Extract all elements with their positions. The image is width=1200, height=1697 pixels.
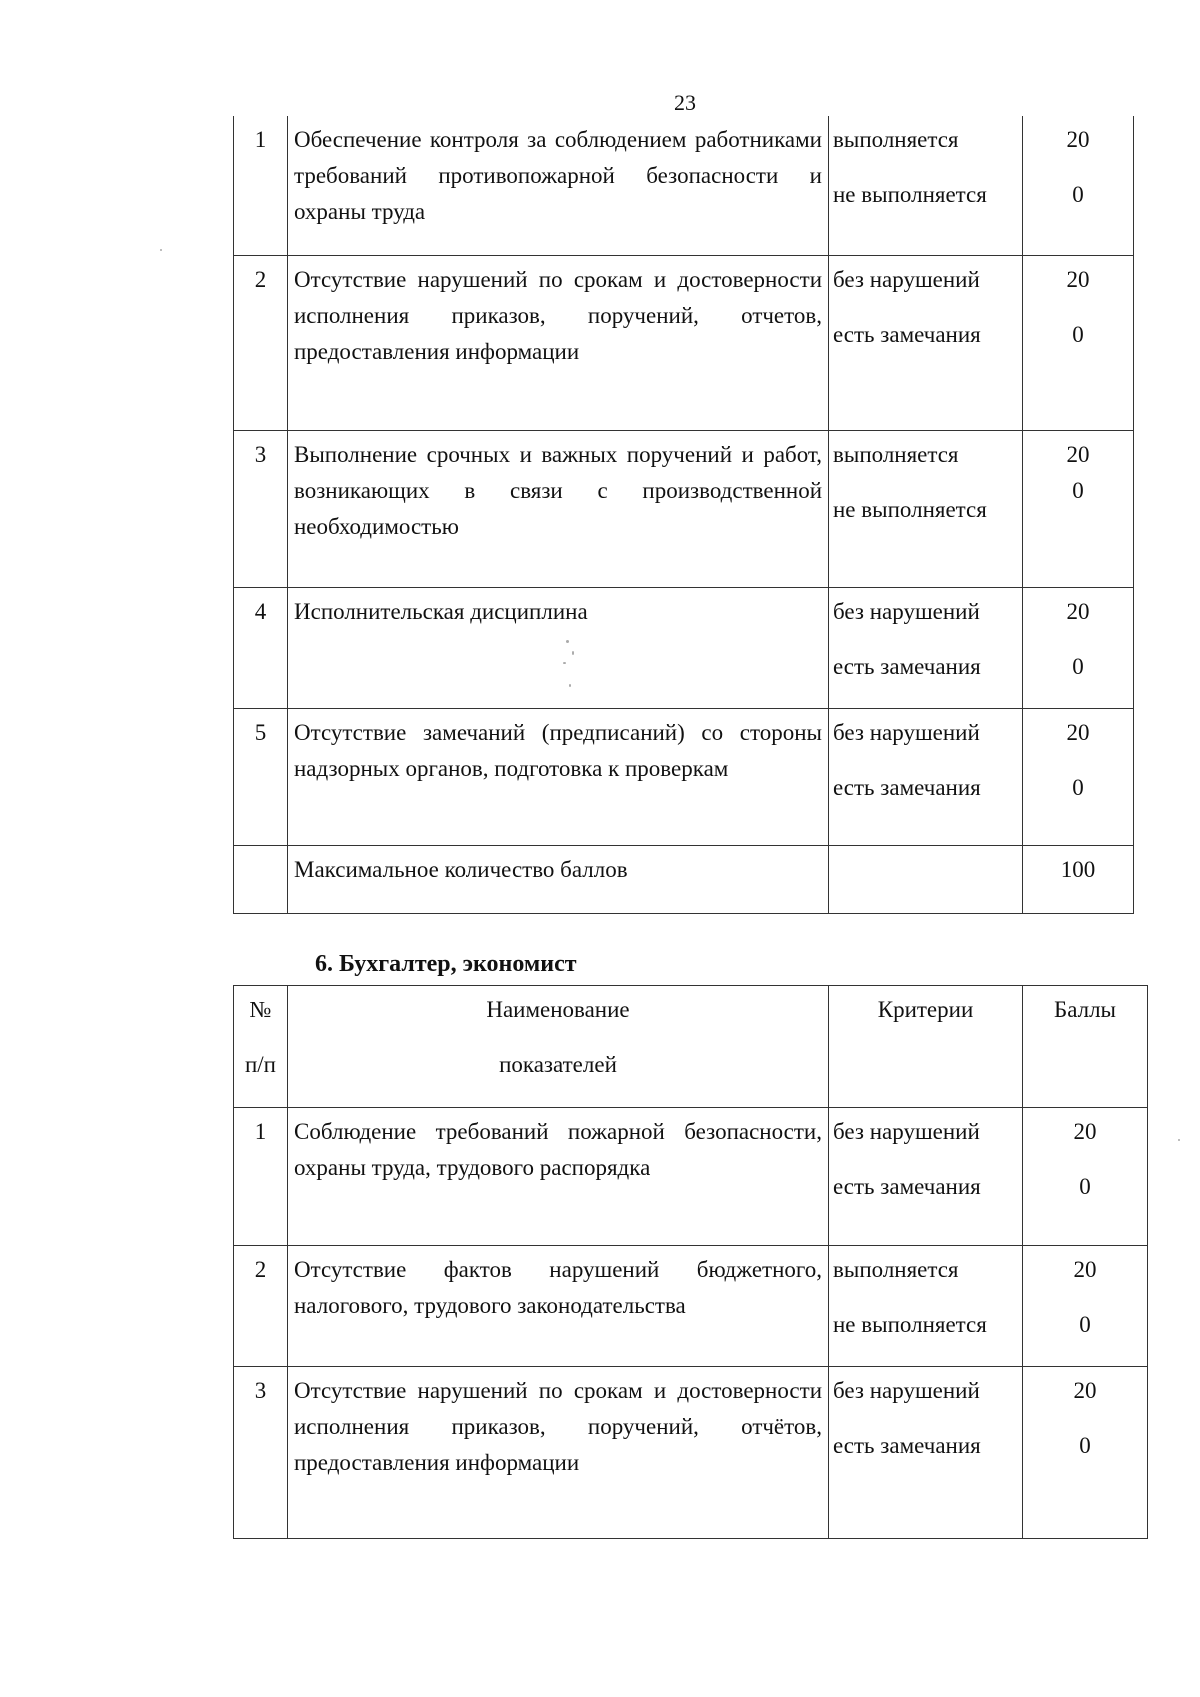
criteria-cell xyxy=(829,1367,1023,1539)
criterion: без нарушений xyxy=(833,719,980,745)
row-number: 4 xyxy=(234,587,288,708)
indicator-name: Соблюдение требований пожарной безопасности, охраны труда, трудового распорядка xyxy=(288,1108,829,1246)
criterion: выполняется xyxy=(833,1257,959,1282)
row-number: 3 xyxy=(234,430,288,587)
scan-speck xyxy=(563,662,566,664)
scan-speck xyxy=(160,249,162,251)
criteria-cell xyxy=(829,255,1023,430)
indicator-name: Исполнительская дисциплина xyxy=(288,587,829,708)
page-number: 23 xyxy=(674,90,696,115)
total-row xyxy=(234,845,1134,913)
score-cell xyxy=(1023,587,1134,708)
score-cell xyxy=(1023,1246,1148,1367)
section-title: 6. Бухгалтер, экономист xyxy=(315,951,577,977)
scan-speck xyxy=(572,651,574,655)
header-criteria: Критерии xyxy=(829,986,1023,1108)
criterion: не выполняется xyxy=(833,496,987,522)
score: 0 xyxy=(1072,182,1084,207)
score: 20 xyxy=(1066,127,1090,152)
header-name xyxy=(288,986,829,1108)
score: 0 xyxy=(1072,477,1084,503)
indicator-name: Выполнение срочных и важных поручений и работ, возникающих в связи с производственной необходимостью xyxy=(288,430,829,587)
score: 20 xyxy=(1066,598,1090,624)
criterion: есть замечания xyxy=(833,1174,981,1199)
criterion: есть замечания xyxy=(833,1433,981,1458)
table-row xyxy=(234,1246,1148,1367)
table-row xyxy=(234,255,1134,430)
indicator-name: Отсутствие нарушений по срокам и достоверности исполнения приказов, поручений, отчетов, предоставления информации xyxy=(288,255,829,430)
score: 20 xyxy=(1073,1257,1097,1282)
criterion: выполняется xyxy=(833,127,959,152)
criterion: без нарушений xyxy=(833,598,980,624)
total-label: Максимальное количество баллов xyxy=(288,845,829,913)
score-cell xyxy=(1023,116,1134,255)
criterion: есть замечания xyxy=(833,774,981,800)
empty-cell xyxy=(829,845,1023,913)
scan-speck xyxy=(1178,1139,1180,1141)
row-number: 2 xyxy=(234,1246,288,1367)
score: 0 xyxy=(1079,1433,1091,1458)
criterion: есть замечания xyxy=(833,321,981,347)
score: 20 xyxy=(1066,266,1090,292)
score-cell xyxy=(1023,708,1134,845)
header-number-line2: п/п xyxy=(244,1052,276,1077)
score-cell xyxy=(1023,430,1134,587)
indicators-table-continued xyxy=(233,116,1134,914)
score: 0 xyxy=(1072,774,1084,800)
total-value: 100 xyxy=(1023,845,1134,913)
accountant-indicators-table xyxy=(233,985,1148,1539)
scan-speck xyxy=(566,640,569,643)
score: 0 xyxy=(1079,1174,1091,1199)
table-row xyxy=(234,116,1134,255)
indicator-name: Обеспечение контроля за соблюдением работниками требований противопожарной безопасности и охраны труда xyxy=(288,116,829,255)
criterion: без нарушений xyxy=(833,1378,980,1403)
scan-speck xyxy=(569,684,571,687)
score: 0 xyxy=(1072,321,1084,347)
indicator-name: Отсутствие замечаний (предписаний) со стороны надзорных органов, подготовка к проверкам xyxy=(288,708,829,845)
header-scores: Баллы xyxy=(1023,986,1148,1108)
row-number: 5 xyxy=(234,708,288,845)
score: 0 xyxy=(1072,653,1084,679)
criteria-cell xyxy=(829,708,1023,845)
criteria-cell xyxy=(829,430,1023,587)
indicator-name: Отсутствие нарушений по срокам и достоверности исполнения приказов, поручений, отчётов, предоставления информации xyxy=(288,1367,829,1539)
criteria-cell xyxy=(829,116,1023,255)
header-row xyxy=(234,986,1148,1108)
header-name-line2: показателей xyxy=(499,1052,617,1077)
criterion: без нарушений xyxy=(833,1119,980,1144)
criteria-cell xyxy=(829,1108,1023,1246)
score: 20 xyxy=(1073,1378,1097,1403)
score: 20 xyxy=(1073,1119,1097,1144)
empty-cell xyxy=(234,845,288,913)
table-row xyxy=(234,708,1134,845)
row-number: 1 xyxy=(234,1108,288,1246)
score: 20 xyxy=(1066,719,1090,745)
score-cell xyxy=(1023,1108,1148,1246)
row-number: 1 xyxy=(234,116,288,255)
header-name-line1: Наименование xyxy=(486,997,630,1022)
criteria-cell xyxy=(829,587,1023,708)
score-cell xyxy=(1023,255,1134,430)
criterion: не выполняется xyxy=(833,1312,987,1337)
score-cell xyxy=(1023,1367,1148,1539)
score: 0 xyxy=(1079,1312,1091,1337)
table-row xyxy=(234,587,1134,708)
criterion: без нарушений xyxy=(833,266,980,292)
header-number-line1: № xyxy=(249,997,272,1022)
indicator-name: Отсутствие фактов нарушений бюджетного, налогового, трудового законодательства xyxy=(288,1246,829,1367)
criterion: выполняется xyxy=(833,441,959,467)
criterion: не выполняется xyxy=(833,182,987,207)
criterion: есть замечания xyxy=(833,653,981,679)
criteria-cell xyxy=(829,1246,1023,1367)
row-number: 3 xyxy=(234,1367,288,1539)
table-row xyxy=(234,430,1134,587)
table-row xyxy=(234,1367,1148,1539)
header-number xyxy=(234,986,288,1108)
table-row xyxy=(234,1108,1148,1246)
row-number: 2 xyxy=(234,255,288,430)
score: 20 xyxy=(1066,441,1090,467)
